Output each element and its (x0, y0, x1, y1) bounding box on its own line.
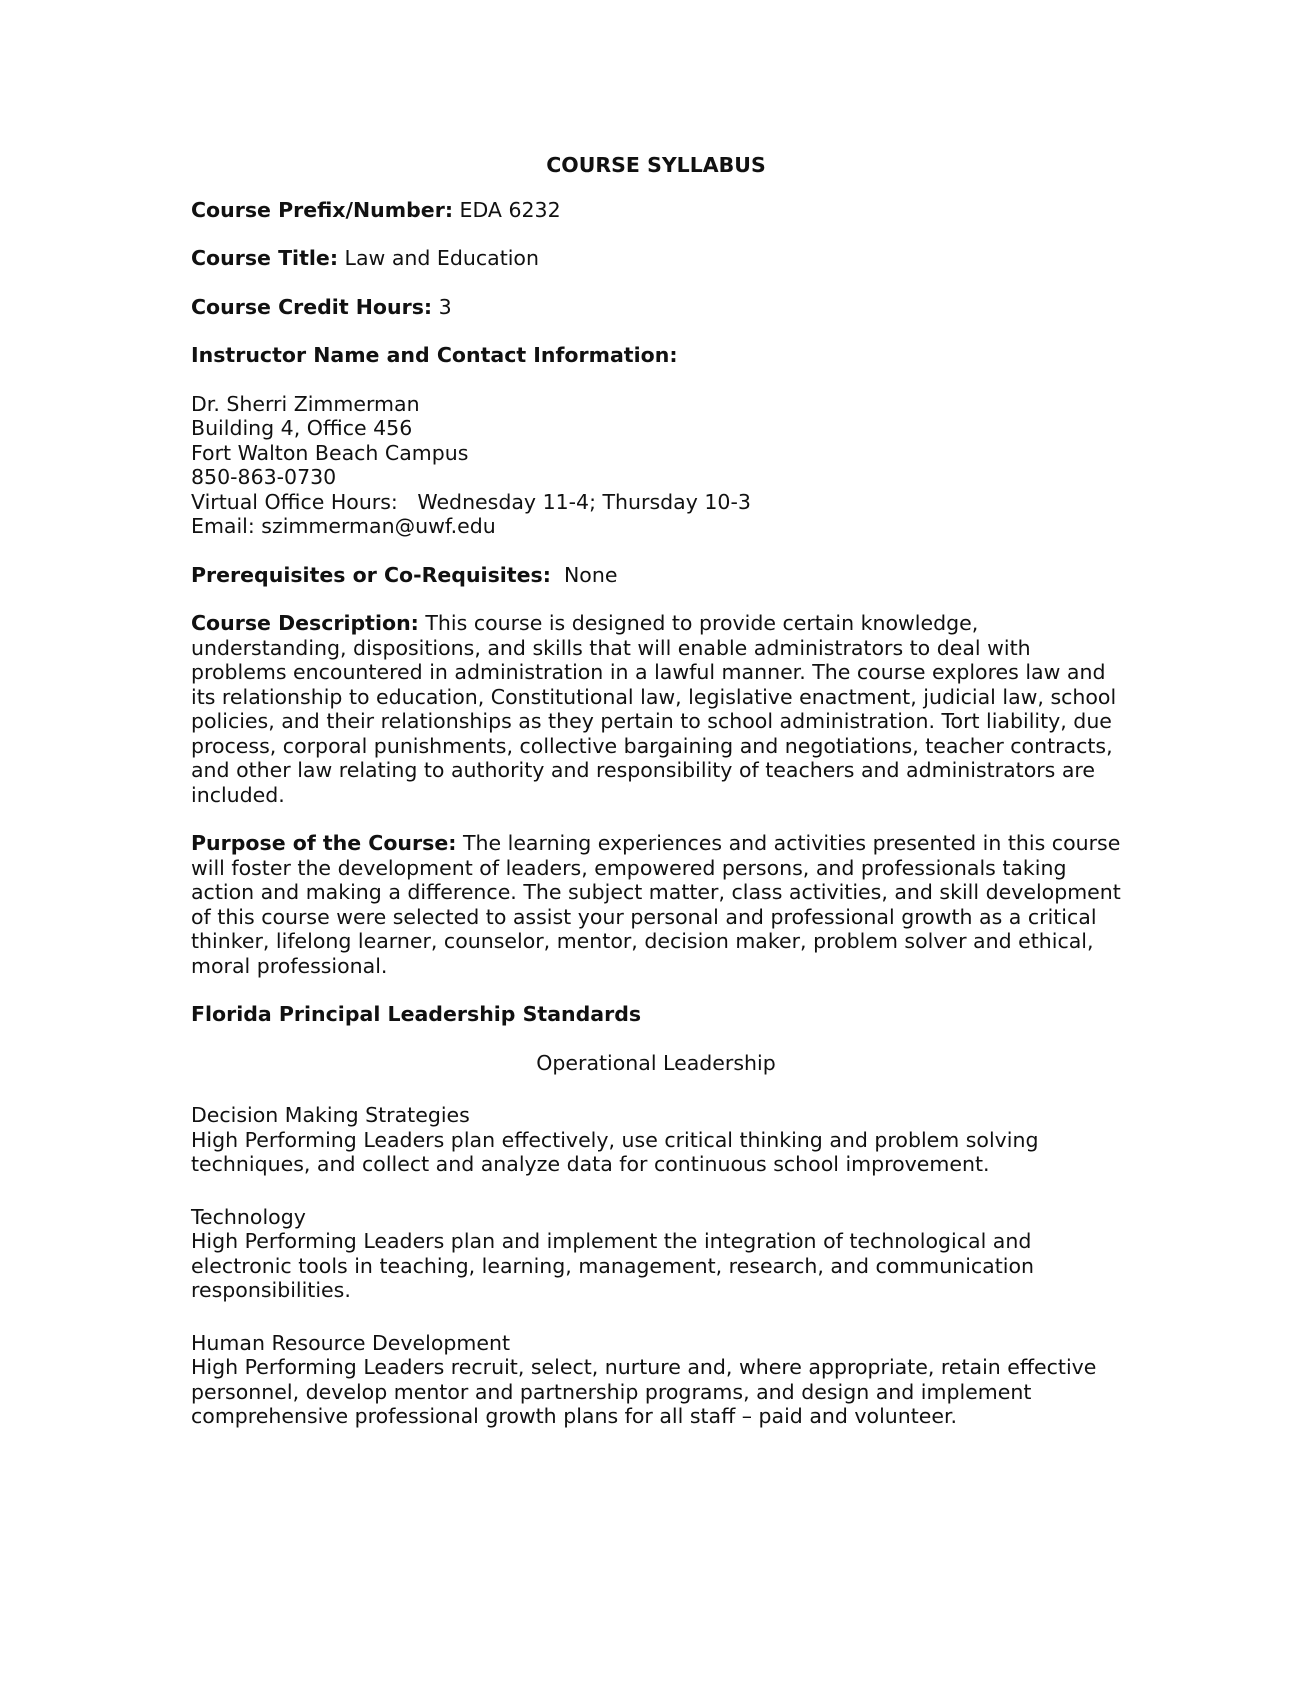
standard-name: Human Resource Development (191, 1330, 510, 1355)
course-prefix-value: EDA 6232 (459, 197, 561, 222)
page-title (191, 153, 1121, 178)
instructor-campus: Fort Walton Beach Campus (191, 440, 469, 465)
standards-subheading: Operational Leadership (536, 1050, 776, 1075)
instructor-contact (191, 392, 1121, 539)
instructor-phone: 850-863-0730 (191, 465, 337, 489)
course-title-label: Course Title: (191, 246, 339, 270)
standards-heading: Florida Principal Leadership Standards (191, 1002, 642, 1026)
standard-item (191, 1331, 1121, 1429)
prerequisites-value: None (563, 562, 618, 587)
course-description-text: This course is designed to provide certain knowledge, understanding, dispositions, and skills that will enable administrators to deal with problems encountered in administration in a lawful manner. The course explores law and its relationship to education, Constitutional law, legislative enactment, judicial law, school policies, and their relationships as they pertain to school administration. Tort liability, due process, corporal punishments, collective bargaining and negotiations, teacher contracts, and other law relating to authority and responsibility of teachers and administrators are included. (191, 611, 1117, 807)
prerequisites-label: Prerequisites or Co-Requisites: (191, 562, 551, 587)
credit-hours-label: Course Credit Hours: (191, 294, 433, 319)
course-title-field (191, 246, 1121, 271)
instructor-office: Building 4, Office 456 (191, 416, 413, 440)
course-title-value: Law and Education (344, 246, 539, 270)
instructor-office-hours: Virtual Office Hours: Wednesday 11-4; Thursday 10-3 (191, 489, 751, 514)
course-prefix-field (191, 198, 1121, 223)
standard-text: High Performing Leaders plan effectively, use critical thinking and problem solving techniques, and collect and analyze data for continuous school improvement. (191, 1127, 1039, 1176)
course-description-label: Course Description: (191, 611, 419, 635)
instructor-heading: Instructor Name and Contact Information: (191, 343, 678, 367)
standard-name: Decision Making Strategies (191, 1103, 470, 1127)
course-purpose-label: Purpose of the Course: (191, 831, 457, 855)
course-description (191, 611, 1121, 807)
prerequisites-field (191, 563, 1121, 588)
credit-hours-field (191, 295, 1121, 320)
course-purpose (191, 831, 1121, 978)
instructor-name: Dr. Sherri Zimmerman (191, 391, 420, 416)
page-title-text: COURSE SYLLABUS (546, 153, 766, 177)
standard-item (191, 1103, 1121, 1177)
standard-item (191, 1205, 1121, 1303)
course-prefix-label: Course Prefix/Number: (191, 197, 454, 222)
standard-text: High Performing Leaders plan and implement the integration of technological and electronic tools in teaching, learning, management, research, and communication responsibilities. (191, 1229, 1035, 1302)
course-purpose-text: The learning experiences and activities presented in this course will foster the development of leaders, empowered persons, and professionals taking action and making a difference. The subject matter, class activities, and skill development of this course were selected to assist your personal and professional growth as a critical thinker, lifelong learner, counselor, mentor, decision maker, problem solver and ethical, moral professional. (191, 831, 1121, 978)
standard-text: High Performing Leaders recruit, select, nurture and, where appropriate, retain effective personnel, develop mentor and partnership programs, and design and implement comprehensive professional growth plans for all staff – paid and volunteer. (191, 1355, 1097, 1428)
credit-hours-value: 3 (438, 294, 452, 319)
standard-name: Technology (191, 1204, 306, 1229)
instructor-email: Email: szimmerman@uwf.edu (191, 514, 496, 538)
syllabus-page (191, 153, 1121, 1429)
